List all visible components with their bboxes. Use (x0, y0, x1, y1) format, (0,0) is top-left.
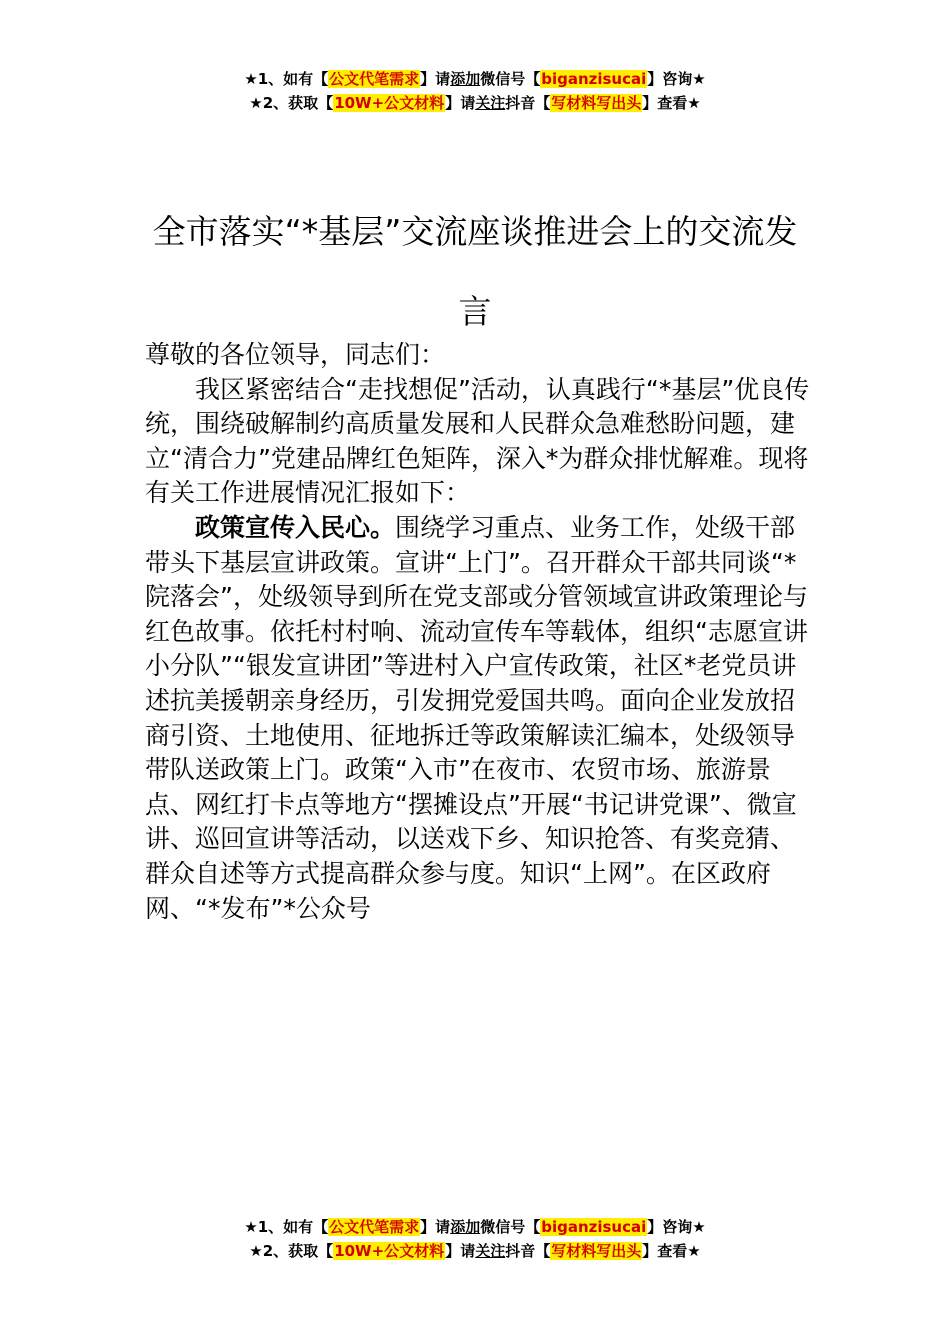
promo-line-2: ★2、获取【10W+公文材料】请关注抖音【写材料写出头】查看★ (249, 94, 701, 112)
section-heading: 政策宣传入民心。 (195, 512, 396, 542)
promo-line-2: ★2、获取【10W+公文材料】请关注抖音【写材料写出头】查看★ (249, 1242, 701, 1260)
section-policy-paragraph (145, 511, 810, 926)
highlight-service: 公文代笔需求 (329, 1218, 420, 1236)
intro-paragraph: 我区紧密结合“走找想促”活动，认真践行“*基层”优良传统，围绕破解制约高质量发展和人民群众急难愁盼问题，建立“清合力”党建品牌红色矩阵，深入*为群众排忧解难。现将有关工作进展情况汇报如下： (145, 374, 810, 508)
highlight-douyin-id: 写材料写出头 (551, 1242, 642, 1260)
promo-line-1: ★1、如有【公文代笔需求】请添加微信号【biganzisucai】咨询★ (244, 1218, 706, 1236)
document-title: 全市落实“*基层”交流座谈推进会上的交流发言 (152, 212, 798, 332)
promo-banner-bottom (0, 1215, 950, 1263)
highlight-douyin-id: 写材料写出头 (551, 94, 642, 112)
highlight-wechat-id: biganzisucai (541, 70, 647, 88)
highlight-materials: 10W+公文材料 (334, 94, 445, 112)
highlight-service: 公文代笔需求 (329, 70, 420, 88)
promo-banner-top (0, 67, 950, 115)
promo-line-1: ★1、如有【公文代笔需求】请添加微信号【biganzisucai】咨询★ (244, 70, 706, 88)
section-text: 围绕学习重点、业务工作，处级干部带头下基层宣讲政策。宣讲“上门”。召开群众干部共同谈“*院落会”，处级领导到所在党支部或分管领域宣讲政策理论与红色故事。依托村村响、流动宣传车等载体，组织“志愿宣讲小分队”“银发宣讲团”等进村入户宣传政策，社区*老党员讲述抗美援朝亲身经历，引发拥党爱国共鸣。面向企业发放招商引资、土地使用、征地拆迁等政策解读汇编本，处级领导带队送政策上门。政策“入市”在夜市、农贸市场、旅游景点、网红打卡点等地方“摆摊设点”开展“书记讲党课”、微宣讲、巡回宣讲等活动，以送戏下乡、知识抢答、有奖竞猜、群众自述等方式提高群众参与度。知识“上网”。在区政府网、“*发布”*公众号 (145, 512, 808, 923)
document-body (145, 338, 810, 926)
salutation: 尊敬的各位领导，同志们： (145, 340, 446, 369)
highlight-wechat-id: biganzisucai (541, 1218, 647, 1236)
highlight-materials: 10W+公文材料 (334, 1242, 445, 1260)
